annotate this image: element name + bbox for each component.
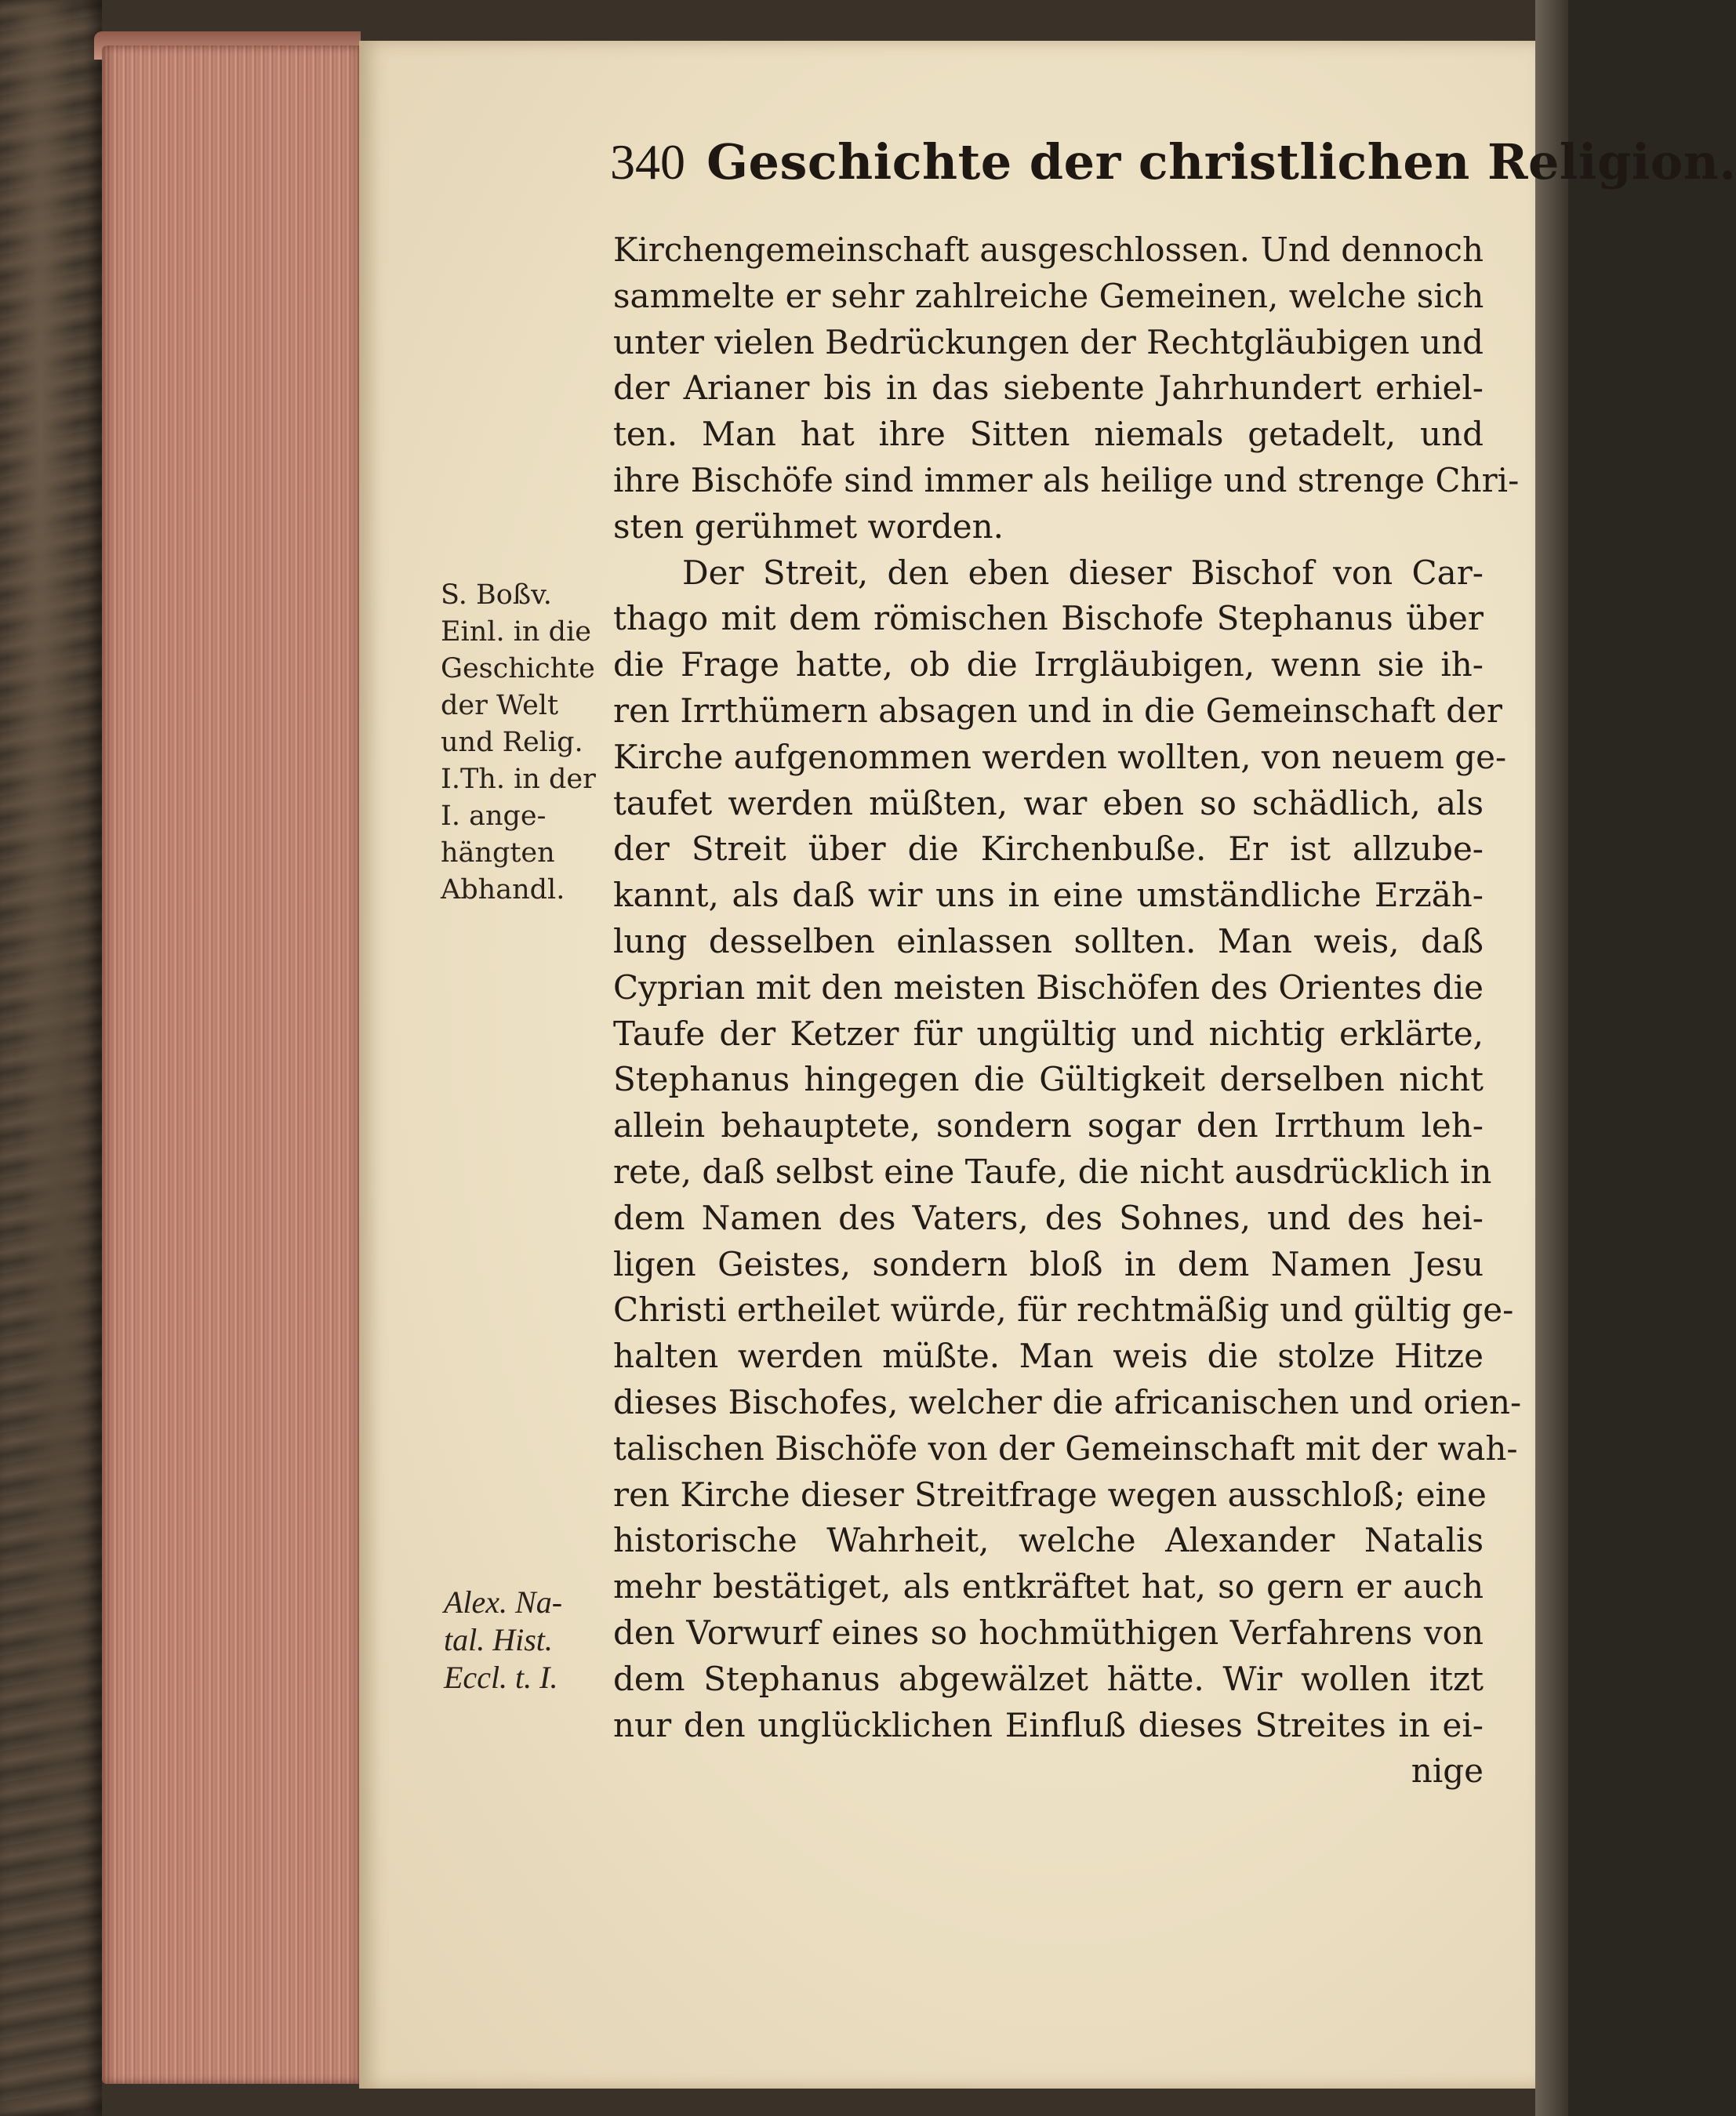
running-head [610, 133, 1736, 212]
text-line: ren Kirche dieser Streitfrage wegen ausschloß; eine [613, 1475, 1487, 1514]
margin-line: I.Th. in der [441, 764, 596, 795]
margin-line: I. ange- [441, 800, 547, 832]
right-background [1535, 0, 1568, 2116]
running-title: Geschichte der christlichen Religion. [706, 133, 1736, 191]
text-line: der Streit über die Kirchenbuße. Er ist allzube- [613, 829, 1484, 869]
margin-line: Alex. Na- [444, 1584, 563, 1620]
text-line: mehr bestätiget, als entkräftet hat, so gern er auch [613, 1567, 1484, 1606]
text-line: ihre Bischöfe sind immer als heilige und strenge Chri- [613, 460, 1520, 499]
text-line: Kirchengemeinschaft ausgeschlossen. Und dennoch [613, 230, 1484, 269]
text-line: Kirche aufgenommen werden wollten, von neuem ge- [613, 737, 1507, 776]
text-line: sammelte er sehr zahlreiche Gemeinen, welche sich [613, 276, 1484, 315]
text-line: die Frage hatte, ob die Irrgläubigen, wenn sie ih- [613, 645, 1484, 684]
page-number: 340 [610, 134, 685, 190]
margin-note-bossuet [441, 577, 596, 909]
text-line: dem Stephanus abgewälzet hätte. Wir wollen itzt [613, 1659, 1484, 1698]
text-line: Taufe der Ketzer für ungültig und nichtig erklärte, [613, 1014, 1484, 1053]
margin-line: S. Boßv. [441, 579, 552, 611]
text-line: Christi ertheilet würde, für rechtmäßig und gültig ge- [613, 1290, 1514, 1330]
margin-line: Einl. in die [441, 616, 591, 648]
text-line: dieses Bischofes, welcher die africanischen und orien- [613, 1382, 1522, 1421]
text-line: historische Wahrheit, welche Alexander Natalis [613, 1521, 1484, 1560]
text-line: ren Irrthümern absagen und in die Gemeinschaft der [613, 691, 1502, 730]
text-line: Der Streit, den eben dieser Bischof von Car- [682, 553, 1484, 592]
margin-line: Eccl. t. I. [444, 1660, 558, 1695]
body-text [613, 227, 1522, 1795]
catchword: nige [1411, 1751, 1484, 1791]
text-line: ten. Man hat ihre Sitten niemals getadelt, und [613, 415, 1484, 454]
text-line: dem Namen des Vaters, des Sohnes, und des hei- [613, 1198, 1484, 1237]
margin-line: und Relig. [441, 727, 583, 758]
marbled-cover [0, 0, 102, 2116]
text-line: halten werden müßte. Man weis die stolze Hitze [613, 1337, 1484, 1376]
margin-line: hängten [441, 837, 555, 869]
text-line: sten gerühmet worden. [613, 506, 1004, 546]
text-line: taufet werden müßten, war eben so schädlich, als [613, 783, 1484, 822]
margin-line: Geschichte [441, 653, 595, 684]
margin-line: tal. Hist. [444, 1622, 553, 1657]
text-line: ligen Geistes, sondern bloß in dem Namen Jesu [613, 1244, 1484, 1283]
text-line: Cyprian mit den meisten Bischöfen des Orientes die [613, 967, 1484, 1007]
margin-line: Abhandl. [441, 874, 565, 906]
text-line: talischen Bischöfe von der Gemeinschaft mit der wah- [613, 1428, 1518, 1468]
text-line: der Arianer bis in das siebente Jahrhundert erhiel- [613, 368, 1484, 408]
text-line: thago mit dem römischen Bischofe Stephanus über [613, 599, 1484, 638]
text-line: lung desselben einlassen sollten. Man weis, daß [613, 921, 1484, 960]
text-line: rete, daß selbst eine Taufe, die nicht ausdrücklich in [613, 1152, 1492, 1191]
text-line: Stephanus hingegen die Gültigkeit derselben nicht [613, 1060, 1484, 1099]
text-line: unter vielen Bedrückungen der Rechtgläubigen und [613, 322, 1484, 361]
margin-note-natalis [444, 1584, 562, 1697]
text-line: den Vorwurf eines so hochmüthigen Verfahrens von [613, 1613, 1484, 1652]
margin-line: der Welt [441, 690, 559, 721]
text-line: kannt, als daß wir uns in eine umständliche Erzäh- [613, 876, 1484, 915]
text-line: nur den unglücklichen Einfluß dieses Streites in ei- [613, 1705, 1484, 1744]
text-line: allein behauptete, sondern sogar den Irrthum leh- [613, 1106, 1484, 1145]
page-fore-edge [102, 45, 361, 2084]
